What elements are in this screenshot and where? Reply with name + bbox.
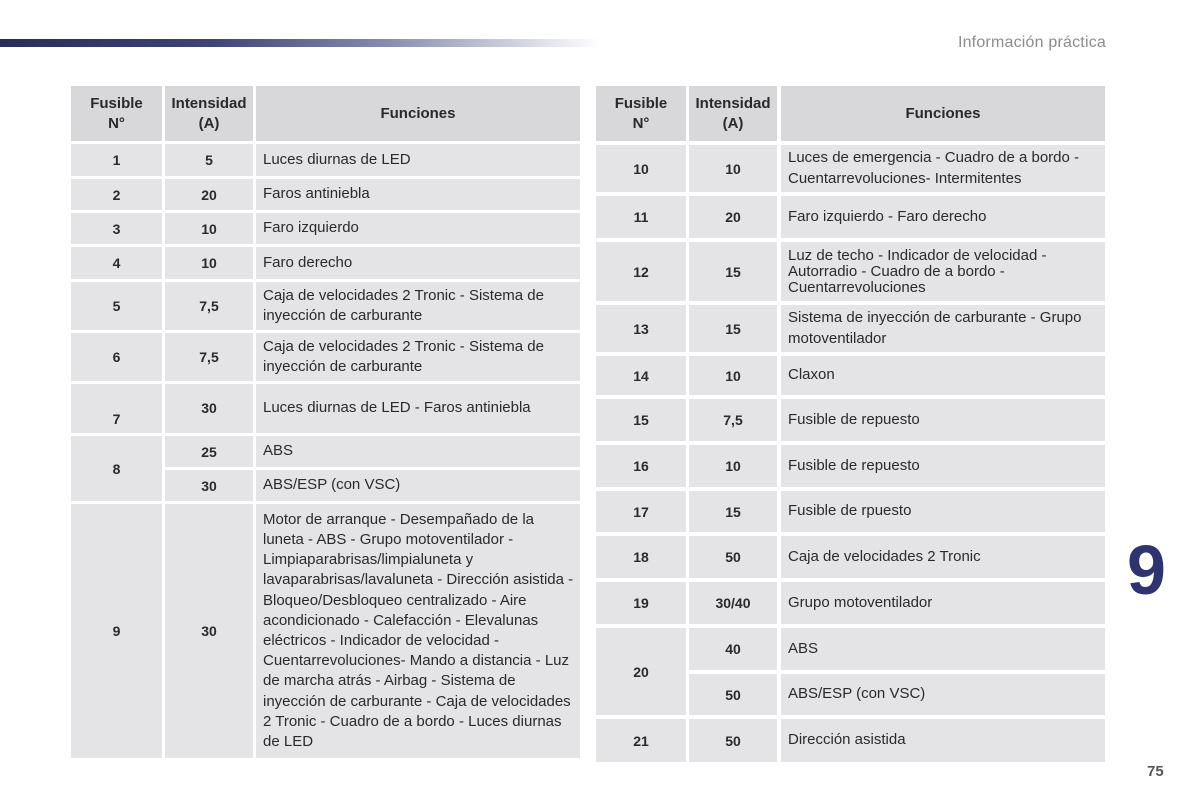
fuse-amperage: 40 — [689, 628, 777, 670]
fuse-functions: Luces diurnas de LED - Faros antiniebla — [256, 384, 580, 433]
fuse-functions: Motor de arranque - Desempañado de la luneta - ABS - Grupo motoventilador - Limpiaparabrisas/limpialuneta y lavaparabrisas/lavaluneta - Dirección asistida - Bloqueo/Desbloqueo centralizado - Aire acondicionado - Calefacción - Elevalunas eléctricos - Indicador de velocidad - Cuentarrevoluciones- Mando a distancia - Luz de marcha atrás - Airbag - Sistema de inyección de carburante - Caja de velocidades 2 Tronic - Cuadro de a bordo - Luces diurnas de LED — [256, 504, 580, 758]
fuse-amperage: 30 — [165, 384, 253, 433]
fuse-number: 5 — [71, 282, 162, 330]
fuse-number: 2 — [71, 179, 162, 210]
fuse-amperage: 15 — [689, 491, 777, 532]
fuse-amperage: 30 — [165, 504, 253, 758]
fuse-amperage: 15 — [689, 242, 777, 301]
fuse-functions: Claxon — [781, 356, 1105, 395]
fuse-number: 21 — [596, 719, 686, 762]
fuse-amperage: 10 — [165, 247, 253, 279]
fuse-functions: Caja de velocidades 2 Tronic - Sistema de inyección de carburante — [256, 333, 580, 381]
fuse-functions: Dirección asistida — [781, 719, 1105, 762]
fuse-functions: ABS/ESP (con VSC) — [256, 470, 580, 501]
header-fuse-number: Fusible N° — [71, 86, 162, 141]
fuse-number: 19 — [596, 582, 686, 624]
fuse-functions: Faros antiniebla — [256, 179, 580, 210]
fuse-number: 20 — [596, 628, 686, 715]
fuse-number: 6 — [71, 333, 162, 381]
fuse-functions: ABS — [256, 436, 580, 467]
fuse-number: 12 — [596, 242, 686, 301]
fuse-amperage: 50 — [689, 536, 777, 578]
header-amperage: Intensidad (A) — [165, 86, 253, 141]
fuse-functions: Faro izquierdo — [256, 213, 580, 244]
fuse-functions: Luz de techo - Indicador de velocidad - Autorradio - Cuadro de a bordo - Cuentarrevoluciones — [781, 242, 1105, 301]
fuse-amperage: 20 — [689, 196, 777, 238]
section-title: Información práctica — [957, 34, 1106, 51]
header-functions: Funciones — [256, 86, 580, 141]
fuse-functions: Fusible de repuesto — [781, 399, 1105, 441]
fuse-number: 18 — [596, 536, 686, 578]
fuse-amperage: 10 — [165, 213, 253, 244]
fuse-amperage: 25 — [165, 436, 253, 467]
fuse-number: 16 — [596, 445, 686, 487]
fuse-functions: Fusible de rpuesto — [781, 491, 1105, 532]
fuse-amperage: 50 — [689, 674, 777, 715]
fuse-amperage: 15 — [689, 305, 777, 352]
fuse-functions: ABS — [781, 628, 1105, 670]
fuse-amperage: 10 — [689, 145, 777, 192]
page-number: 75 — [1147, 763, 1164, 780]
fuse-functions: Caja de velocidades 2 Tronic - Sistema de inyección de carburante — [256, 282, 580, 330]
fuse-amperage: 7,5 — [165, 333, 253, 381]
fuse-functions: Faro derecho — [256, 247, 580, 279]
fuse-functions: Faro izquierdo - Faro derecho — [781, 196, 1105, 238]
fuse-number: 9 — [71, 504, 162, 758]
fuse-amperage: 7,5 — [689, 399, 777, 441]
fuse-number: 11 — [596, 196, 686, 238]
fuse-amperage: 30 — [165, 470, 253, 501]
header-amperage: Intensidad (A) — [689, 86, 777, 141]
fuse-functions: Luces diurnas de LED — [256, 144, 580, 176]
fuse-functions: Caja de velocidades 2 Tronic — [781, 536, 1105, 578]
fuse-functions: Grupo motoventilador — [781, 582, 1105, 624]
fuse-number: 1 — [71, 144, 162, 176]
fuse-functions: ABS/ESP (con VSC) — [781, 674, 1105, 715]
header-functions: Funciones — [781, 86, 1105, 141]
fuse-number: 4 — [71, 247, 162, 279]
fuse-amperage: 10 — [689, 356, 777, 395]
fuse-amperage: 50 — [689, 719, 777, 762]
fuse-amperage: 30/40 — [689, 582, 777, 624]
fuse-functions: Luces de emergencia - Cuadro de a bordo - Cuentarrevoluciones- Intermitentes — [781, 145, 1105, 192]
fuse-number: 17 — [596, 491, 686, 532]
fuse-amperage: 7,5 — [165, 282, 253, 330]
chapter-number: 9 — [1127, 531, 1166, 609]
fuse-number: 15 — [596, 399, 686, 441]
fuse-number: 3 — [71, 213, 162, 244]
fuse-number: 10 — [596, 145, 686, 192]
fuse-functions: Fusible de repuesto — [781, 445, 1105, 487]
fuse-number: 8 — [71, 436, 162, 501]
header-accent-bar — [0, 39, 600, 47]
fuse-number: 14 — [596, 356, 686, 395]
fuse-number: 7 — [71, 384, 162, 433]
fuse-amperage: 20 — [165, 179, 253, 210]
fuse-amperage: 10 — [689, 445, 777, 487]
fuse-functions: Sistema de inyección de carburante - Grupo motoventilador — [781, 305, 1105, 352]
fuse-number: 13 — [596, 305, 686, 352]
header-fuse-number: Fusible N° — [596, 86, 686, 141]
fuse-amperage: 5 — [165, 144, 253, 176]
